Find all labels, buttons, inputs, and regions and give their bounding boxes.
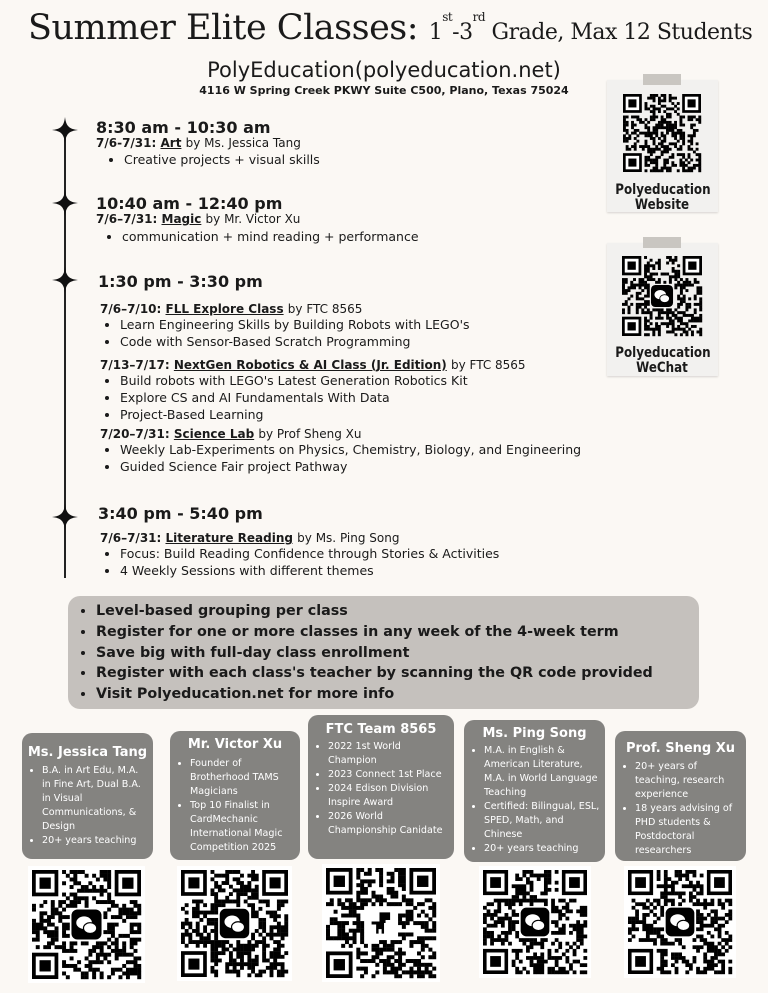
class-name-link[interactable]: Science Lab: [173, 427, 255, 441]
class-header: [100, 427, 581, 441]
class-dates: 7/20–7/31:: [100, 427, 170, 441]
teacher-card-ping-song: [464, 720, 605, 862]
ping-song-qr-code[interactable]: [479, 866, 591, 978]
info-item: • Level-based grouping per class: [96, 601, 699, 622]
ftc-8565-qr-code[interactable]: [322, 864, 440, 982]
class-instructor: by FTC 8565: [450, 358, 526, 372]
teacher-name: FTC Team 8565: [325, 722, 437, 737]
list-item: • 4 Weekly Sessions with different themes: [120, 562, 499, 579]
four-point-star-icon: [52, 504, 78, 530]
grade-to-sup: rd: [472, 10, 486, 24]
class-name-link[interactable]: NextGen Robotics & AI Class (Jr. Edition): [173, 358, 447, 372]
class-header: [100, 358, 526, 372]
tape: [643, 237, 681, 248]
tape: [643, 74, 681, 85]
website-qr-card: [607, 80, 718, 212]
page-title: [28, 8, 752, 48]
qr-caption-line: Website: [634, 197, 690, 213]
class-instructor: by Mr. Victor Xu: [205, 212, 301, 226]
teacher-credential: • B.A. in Art Edu, M.A. in Fine Art, Dual B.A. in Visual Communications, & Design: [42, 764, 149, 834]
list-item: • Code with Sensor-Based Scratch Programming: [120, 333, 470, 350]
teacher-credential: • 2026 World Championship Canidate: [328, 810, 450, 838]
teacher-credential: • 18 years advising of PHD students & Postdoctoral researchers: [635, 802, 742, 858]
slot-time: 8:30 am - 10:30 am: [96, 118, 271, 137]
class-block: [96, 212, 419, 245]
class-dates: 7/6-7/31:: [96, 136, 157, 150]
teacher-credential: • Founder of Brotherhood TAMS Magicians: [190, 757, 296, 799]
info-item: • Save big with full-day class enrollment: [96, 643, 699, 664]
class-block: [100, 531, 499, 579]
slot-time: 1:30 pm - 3:30 pm: [98, 272, 263, 291]
list-item: • Creative projects + visual skills: [124, 151, 320, 168]
class-name-link[interactable]: FLL Explore Class: [165, 302, 284, 316]
grade-from-sup: st: [442, 10, 453, 24]
victor-xu-qr-code[interactable]: [177, 866, 292, 981]
qr-caption-line: WeChat: [636, 360, 688, 376]
qr-caption-line: Polyeducation: [615, 182, 711, 198]
list-item: • Project-Based Learning: [120, 406, 526, 423]
list-item: • Weekly Lab-Experiments on Physics, Chemistry, Biology, and Engineering: [120, 441, 581, 458]
jessica-tang-qr-code[interactable]: [28, 866, 145, 983]
teacher-name: Prof. Sheng Xu: [625, 741, 736, 756]
class-instructor: by Ms. Jessica Tang: [185, 136, 301, 150]
org-address: 4116 W Spring Creek PKWY Suite C500, Plano, Texas 75024: [199, 84, 569, 97]
four-point-star-icon: [52, 267, 78, 293]
teacher-credential: • 20+ years teaching: [42, 834, 149, 848]
four-point-star-icon: [52, 117, 78, 143]
class-instructor: by Ms. Ping Song: [297, 531, 400, 545]
teacher-credential: • Certified: Bilingual, ESL, SPED, Math, and Chinese: [484, 800, 601, 842]
grade-from: 1: [428, 20, 443, 45]
list-item: • Guided Science Fair project Pathway: [120, 458, 581, 475]
list-item: • communication + mind reading + performance: [122, 228, 419, 245]
teacher-name: Mr. Victor Xu: [187, 737, 283, 752]
sheng-xu-qr-code[interactable]: [624, 866, 736, 978]
list-item: • Explore CS and AI Fundamentals With Data: [120, 389, 526, 406]
teacher-credential: • 20+ years of teaching, research experience: [635, 760, 742, 802]
class-instructor: by FTC 8565: [287, 302, 363, 316]
title-main: Summer Elite Classes:: [28, 8, 419, 48]
teacher-credential: • 20+ years teaching: [484, 842, 601, 856]
wechat-qr-card: [607, 243, 718, 376]
teacher-name: Ms. Ping Song: [482, 726, 587, 741]
list-item: • Focus: Build Reading Confidence through Stories & Activities: [120, 545, 499, 562]
teacher-credential: [328, 740, 450, 768]
wechat-qr-code[interactable]: [618, 252, 706, 340]
class-header: [100, 302, 470, 316]
info-item: • Visit Polyeducation.net for more info: [96, 684, 699, 705]
teacher-card-victor-xu: [170, 731, 300, 860]
teacher-card-ftc-8565: [308, 715, 454, 859]
slot-time: 3:40 pm - 5:40 pm: [98, 504, 263, 523]
teacher-credential: • 2023 Connect 1st Place: [328, 768, 450, 782]
qr-caption: [615, 183, 709, 213]
list-item: • Build robots with LEGO's Latest Generation Robotics Kit: [120, 372, 526, 389]
four-point-star-icon: [52, 190, 78, 216]
teacher-credential: • Top 10 Finalist in CardMechanic International Magic Competition 2025: [190, 799, 296, 855]
teacher-name: Ms. Jessica Tang: [27, 745, 148, 760]
qr-caption-line: Polyeducation: [615, 345, 711, 361]
class-dates: 7/6–7/31:: [96, 212, 158, 226]
slot-time: 10:40 am - 12:40 pm: [96, 194, 283, 213]
teacher-card-jessica-tang: [22, 733, 153, 859]
info-box: [68, 596, 699, 709]
info-item: • Register with each class's teacher by scanning the QR code provided: [96, 663, 699, 684]
teacher-credential: • 2024 Edison Division Inspire Award: [328, 782, 450, 810]
class-block: [100, 302, 470, 350]
list-item: • Learn Engineering Skills by Building Robots with LEGO's: [120, 316, 470, 333]
class-block: [96, 136, 320, 168]
info-item: • Register for one or more classes in any week of the 4-week term: [96, 622, 699, 643]
class-header: [96, 212, 419, 226]
class-header: [96, 136, 320, 150]
title-grade: [428, 10, 753, 45]
teacher-credential: • M.A. in English & American Literature, M.A. in World Language Teaching: [484, 744, 601, 800]
class-block: [100, 358, 526, 423]
class-header: [100, 531, 499, 545]
class-dates: 7/13–7/17:: [100, 358, 170, 372]
grade-rest: Grade, Max 12 Students: [491, 20, 753, 45]
org-name: PolyEducation(polyeducation.net): [207, 58, 561, 82]
class-name-link[interactable]: Magic: [161, 212, 202, 226]
class-name-link[interactable]: Literature Reading: [165, 531, 293, 545]
qr-caption: [615, 346, 709, 376]
class-dates: 7/6–7/31:: [100, 531, 162, 545]
class-instructor: by Prof Sheng Xu: [258, 427, 362, 441]
grade-to: -3: [452, 20, 473, 45]
class-block: [100, 427, 581, 475]
class-dates: 7/6–7/10:: [100, 302, 162, 316]
ftc-award-2022: 2022 1st World Champion: [328, 741, 401, 766]
teacher-card-sheng-xu: [615, 731, 746, 861]
class-name-link[interactable]: Art: [160, 136, 182, 150]
website-qr-code[interactable]: [619, 90, 705, 176]
